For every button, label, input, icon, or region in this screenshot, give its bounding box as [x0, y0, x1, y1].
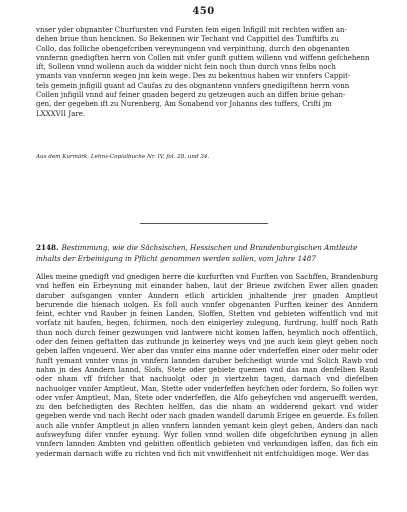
document-number: 2148.	[36, 243, 59, 252]
source-footnote: Aus dem Kurmärk. Lehns-Copialbuche Nr. IV, fol. 28. und 34.	[36, 154, 210, 160]
document-title: Bestimmung, wie die Sächsischen, Hessischen und Brandenburgischen Amtleute inhalts der Erbeinigung in Pflicht genommen werden sollen, vom Jahre 1487	[36, 243, 358, 263]
page-number: 450	[192, 6, 215, 17]
document-heading	[36, 243, 381, 264]
continued-document-text: vnser yder obgnanter Churfursten vnd Fursten fein eigen Infigill mit rechten wiffen an- dehen briue thun hencknen. So Bekennen wir Techant vnd Cappittel des Tumftifts zu Collo, das folliche obengefcriben vereynungenn vnd verpinttung, durch den obgenanten vnnfernn gnedigften herrn von Collen mit vnfer gunft guttem willenn vnd wiffenn gefchehenn ift, Sollenn vnnd wollenn auch da widder nicht fein noch thun durch vnns felbs noch ymants van vnnfernn wegen jnn kein wege. Des zu bekentnus haben wir vnnfers Cappit- tels gemein jnfigill guant ad Caufas zu des obgnantenn vnnfers gnedigiftenn herrn vonn Collen jnfigill vnnd auf feiner gnaden begerd zu getzeugen auch an diffen briue gehan- gen, der gegeben ift zu Nurenberg, Am Sonabend vor Johanns des tuffers, Crifti jm LXXXVII Jare.	[36, 26, 370, 118]
section-divider	[140, 223, 268, 224]
document-body-text: Alles meine gnedigft vnd gnedigen herre die kurfurften vnd Furften von Sachffen, Brandenburg vnd heffen ein Erbeynung mit einander haben, laut der Brieue zwifchen Ewer allen gnaden daruber aufsgangen vnnter Anndern etlich articklen jnhaltende jrer gnaden Amptleut berurende die hienach uolgen. Es foll auch vnnfer obgenanten Furften keiner des Anndern feint, echter vnd Rauber jn feinen Landen, Sloffen, Stetten vnd gebieten wiffentlich vnd mit vorfatz nit haufen, hegen, fchirmen, noch den einigerley zulegung, furdrung, hulff noch Rath thun noch durch feiner gezwungen vnd lantwere nicht komen laffen, heymlich noch offentlich, oder den feinen geftatten das zuthunde jn keinerley weys vnd jne auch kein gleyt geben noch geben laffen vngeuerd. Wer aber das vnnfer eins manne oder vnderfeffen einer oder mehr oder funft yemant vnnter vnns jn vnnfern lannden daruber befchedigt wurde vnd Solich Rawb vnd nahm jn des Anndern lannd, Slofs, Stete oder gebiete quemen vnd das man denfelben Raub oder nham vff frifcher that nachuolgt oder jn viertzehn tagen, darnach vnd diefelben nachuolger vnnfer Amptleut, Man, Stette oder vnderfeffen heyfchen oder fordern, So follen wyr oder vnfer Amptleut, Man, Stete oder vnderfeffen, die Alfo geheyfchen vnd angeruefft werden, zu den befchedigten des Rechten helffen, das die nham an widderend gekart vnd wider gegeben werde vnd nach Recht oder nach gnaden wandell darumb Erigee en geuerde. Es follen auch alle vnnfer Amptleut jn allen vnnfern lannden yemant kein gleyt geben, Anders dan nach aufsweyfung difer vnnfer eynung. Wyr follen vnnd wollen dife obgefchriben eynung jn allen vnnfern lannden Ambten vnd gebitten offentlich gebieten vnd verkundigen laffen, das fich ein yederman darnach wiffe zu richten vnd fich mit vnwiffenheit nit entfchuldigen moge. Wer das	[36, 273, 378, 458]
